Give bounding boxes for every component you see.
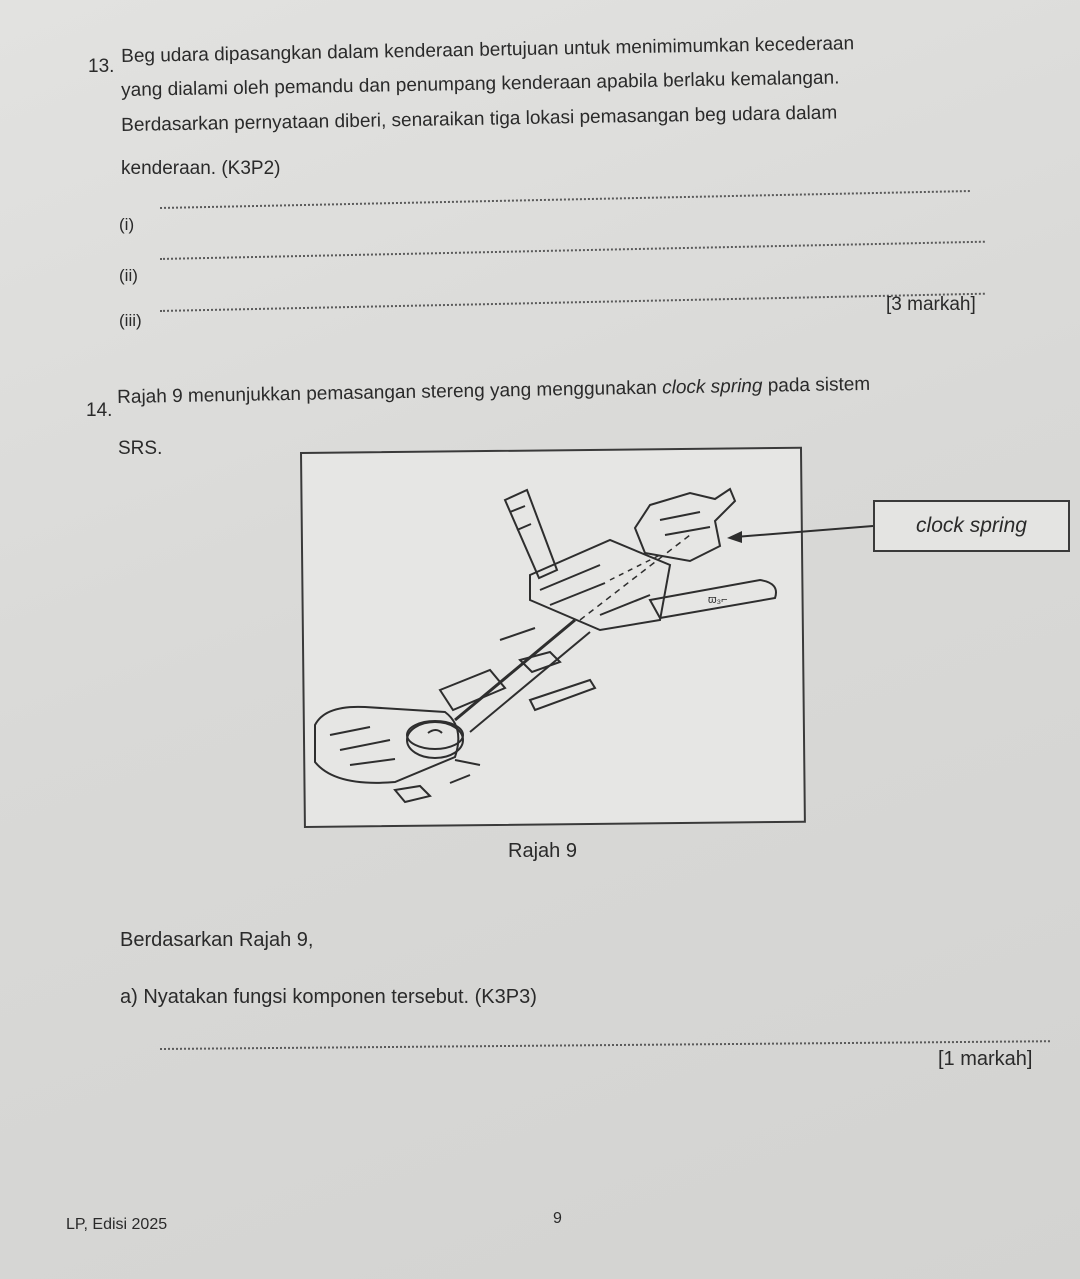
- q14-line-1-part-a: Rajah 9 menunjukkan pemasangan stereng yang menggunakan: [117, 377, 663, 408]
- q13-item-iii-label: (iii): [119, 311, 142, 330]
- q13-number: 13.: [88, 56, 115, 77]
- q13-item-ii-label: (ii): [119, 266, 138, 285]
- q13-item-i-label: (i): [119, 215, 135, 234]
- q14-number: 14.: [86, 400, 113, 421]
- q13-marks: [3 markah]: [886, 294, 976, 315]
- footer-edition: LP, Edisi 2025: [66, 1216, 168, 1233]
- q14-line-1-part-c: pada sistem: [762, 373, 871, 397]
- callout-leader-line: [735, 526, 873, 537]
- clock-spring-callout: [873, 500, 1070, 552]
- callout-arrowhead-icon: [727, 531, 742, 543]
- q14-part-a: a) Nyatakan fungsi komponen tersebut. (K3P3): [120, 986, 537, 1008]
- q14-line-1-italic: clock spring: [661, 375, 763, 399]
- callout-label: clock spring: [916, 514, 1027, 537]
- q14-line-2: SRS.: [118, 438, 163, 459]
- figure-caption: Rajah 9: [508, 840, 577, 862]
- q13-line-4: kenderaan. (K3P2): [121, 158, 281, 179]
- q13-line-2: yang dialami oleh pemandu dan penumpang kenderaan apabila berlaku kemalangan.: [121, 67, 840, 101]
- svg-text:ϖ₃⌐: ϖ₃⌐: [708, 594, 728, 606]
- q14-marks: [1 markah]: [938, 1048, 1033, 1070]
- q13-line-3: Berdasarkan pernyataan diberi, senaraikan tiga lokasi pemasangan beg udara dalam: [121, 102, 838, 136]
- q14-based-on: Berdasarkan Rajah 9,: [120, 929, 314, 951]
- page-number: 9: [553, 1210, 562, 1227]
- q13-line-1: Beg udara dipasangkan dalam kenderaan bertujuan untuk menimimumkan kecederaan: [121, 33, 855, 67]
